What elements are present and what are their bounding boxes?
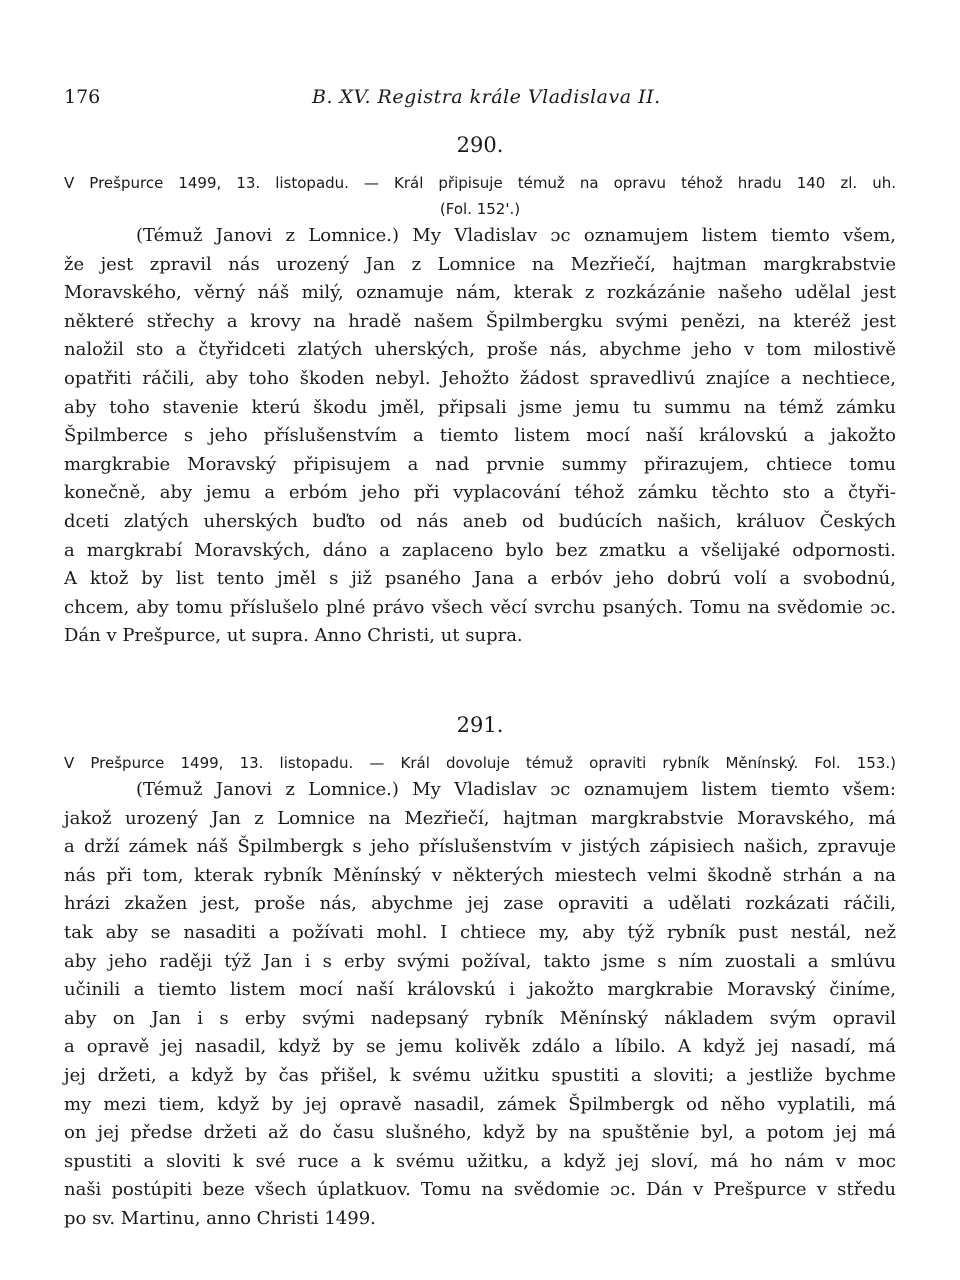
text-line: učinili a tiemto listem mocí naší královskú i jakožto margkrabie Moravský činíme, bbox=[64, 979, 896, 1001]
regest-line: V Prešpurce 1499, 13. listopadu. — Král dovoluje témuž opraviti rybník Měnínský. Fol. 153.) bbox=[64, 754, 896, 772]
document-number: 291. bbox=[456, 713, 504, 737]
text-line: aby on Jan i s erby svými nadepsaný rybník Měnínský nákladem svým opravil bbox=[64, 1007, 896, 1029]
text-line: hrázi zkažen jest, proše nás, abychme jej zase opraviti a udělati rozkázati ráčili, bbox=[64, 893, 896, 915]
document-regest bbox=[64, 750, 896, 776]
text-line: Moravského, věrný náš milý, oznamuje nám, kterak z rozkázánie našeho udělal jest bbox=[64, 282, 896, 304]
text-line: my mezi tiem, když by jej opravě nasadil, zámek Špilmbergk od něho vyplatili, má bbox=[64, 1093, 896, 1115]
document-text bbox=[64, 776, 896, 1234]
text-line: dceti zlatých uherských buďto od nás aneb od budúcích našich, králuov Českých bbox=[64, 510, 896, 532]
text-line: některé střechy a krovy na hradě našem Špilmbergku svými penězi, na kteréž jest bbox=[64, 310, 896, 332]
document-text bbox=[64, 222, 896, 651]
text-line: nás při tom, kterak rybník Měnínský v některých miestech velmi škodně strhán a na bbox=[64, 864, 896, 886]
document-291 bbox=[64, 712, 896, 1234]
text-line: že jest zpravil nás urozený Jan z Lomnice na Mezřiečí, hajtman margkrabstvie bbox=[64, 253, 896, 275]
text-line: tak aby se nasaditi a požívati mohl. I chtiece my, aby týž rybník pust nestál, než bbox=[64, 921, 896, 943]
text-line: on jej předse držeti až do času slušného, když by na spuštěnie byl, a potom jej má bbox=[64, 1122, 896, 1144]
text-line: (Témuž Janovi z Lomnice.) My Vladislav ɔc oznamujem listem tiemto všem: bbox=[136, 779, 896, 800]
text-line: Dán v Prešpurce, ut supra. Anno Christi, ut supra. bbox=[64, 625, 523, 647]
running-title: B. XV. Registra krále Vladislava II. bbox=[312, 86, 661, 108]
folio-reference: (Fol. 152'.) bbox=[439, 200, 521, 218]
text-line: aby jeho raději týž Jan i s erby svými požíval, takto jsme s ním zuostali a smlúvu bbox=[64, 950, 896, 972]
text-line: spustiti a sloviti k své ruce a k svému užitku, a když jej sloví, má ho nám v moc bbox=[64, 1150, 896, 1172]
text-line: jakož urozený Jan z Lomnice na Mezřiečí, hajtman margkrabstvie Moravského, má bbox=[64, 807, 896, 829]
document-290 bbox=[64, 132, 896, 651]
text-line: naši postúpiti beze všech úplatkuov. Tomu na svědomie ɔc. Dán v Prešpurce v středu bbox=[64, 1179, 896, 1201]
text-line: A ktož by list tento jměl s již psaného Jana a erbóv jeho dobrú volí a svobodnú, bbox=[64, 568, 896, 590]
text-line: po sv. Martinu, anno Christi 1499. bbox=[64, 1207, 376, 1229]
text-line: chcem, aby tomu příslušelo plné právo všech věcí svrchu psaných. Tomu na svědomie ɔc. bbox=[64, 596, 896, 618]
text-line: Špilmberce s jeho příslušenstvím a tiemto listem mocí naší královskú a jakožto bbox=[64, 425, 896, 447]
text-line: jej držeti, a když by čas přišel, k svému užitku spustiti a sloviti; a jestliže bychme bbox=[64, 1064, 896, 1086]
text-line: a margkrabí Moravských, dáno a zaplaceno bylo bez zmatku a všelijaké odpornosti. bbox=[64, 539, 896, 561]
page-number: 176 bbox=[64, 86, 101, 108]
regest-line: V Prešpurce 1499, 13. listopadu. — Král připisuje témuž na opravu téhož hradu 140 zl. uh. bbox=[64, 174, 896, 192]
text-line: (Témuž Janovi z Lomnice.) My Vladislav ɔc oznamujem listem tiemto všem, bbox=[136, 225, 896, 246]
text-line: a opravě jej nasadil, když by se jemu kolivěk zdálo a líbilo. A když jej nasadí, má bbox=[64, 1036, 896, 1058]
running-header bbox=[64, 86, 896, 112]
text-line: opatřiti ráčili, aby toho škoden nebyl. Jehožto žádost spravedlivú znajíce a nechtiece, bbox=[64, 367, 896, 389]
text-line: a drží zámek náš Špilmbergk s jeho příslušenstvím v jistých zápisiech našich, zpravuje bbox=[64, 836, 896, 858]
text-line: aby toho stavenie kterú škodu jměl, připsali jsme jemu tu summu na témž zámku bbox=[64, 396, 896, 418]
text-line: naložil sto a čtyřidceti zlatých uherských, proše nás, abychme jeho v tom milostivě bbox=[64, 339, 896, 361]
text-line: margkrabie Moravský připisujem a nad prvnie summy přirazujem, chtiece tomu bbox=[64, 453, 896, 475]
text-line: konečně, aby jemu a erbóm jeho při vyplacování téhož zámku těchto sto a čtyři- bbox=[64, 482, 896, 504]
document-regest bbox=[64, 170, 896, 222]
document-number: 290. bbox=[456, 133, 504, 157]
